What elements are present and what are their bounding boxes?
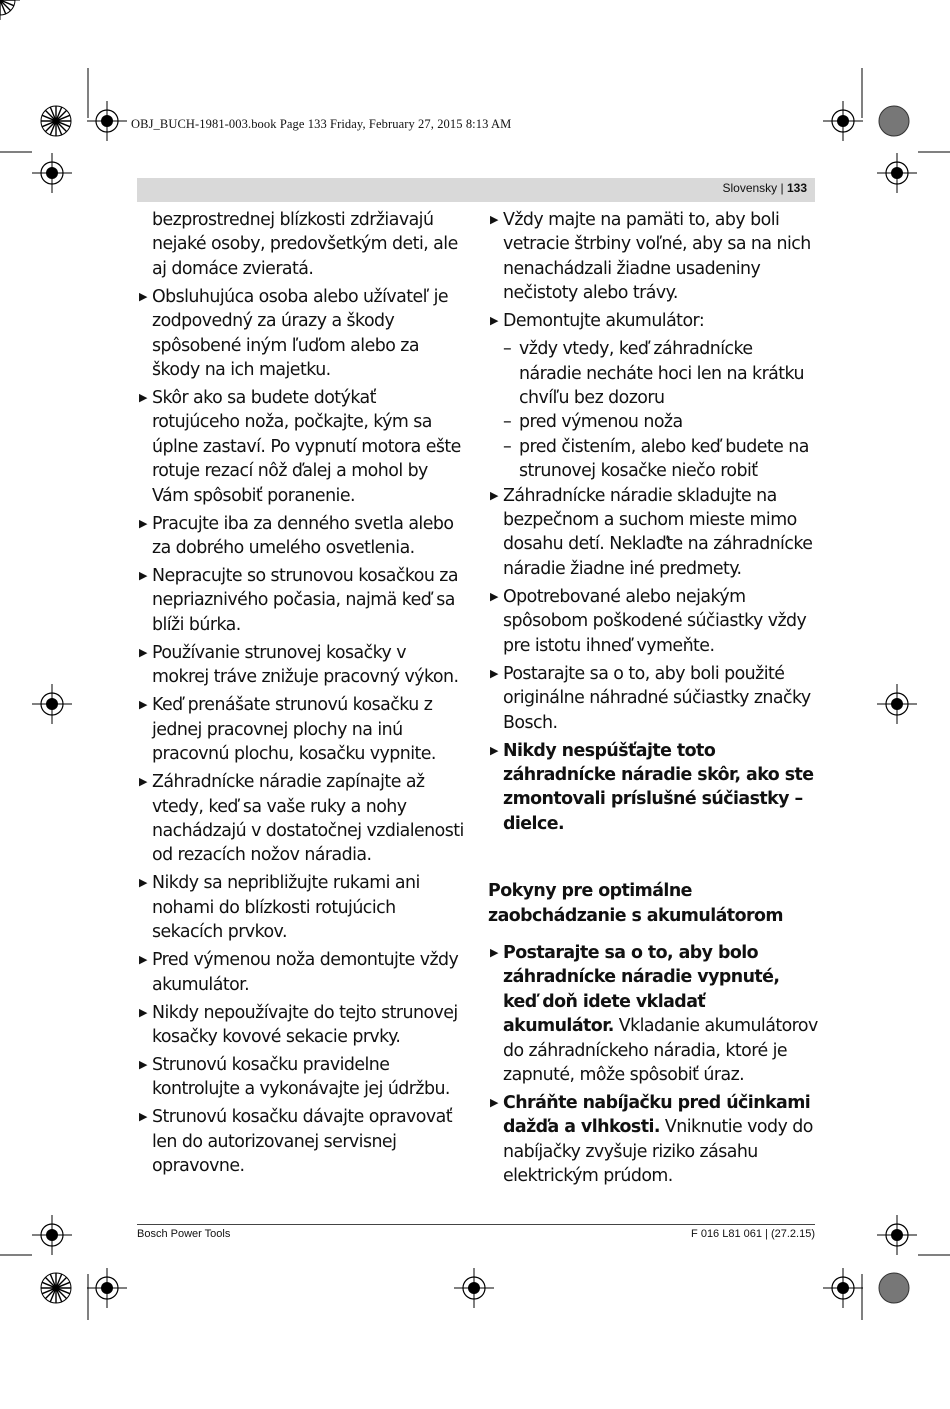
continued-text: [137, 208, 467, 281]
safety-bullet: [137, 948, 467, 997]
running-head: Slovensky | 133: [722, 181, 807, 195]
bullet-text: Skôr ako sa budete dotýkať rotujúceho noža, počkajte, kým sa úplne zastaví. Po vypnutí motora ešte rotuje rezací nôž ďalej a mohol by Vám spôsobiť poranenie.: [152, 388, 461, 506]
bullet-arrow-icon: ▶: [139, 698, 147, 712]
bullet-arrow-icon: ▶: [139, 953, 147, 967]
bullet-arrow-icon: ▶: [139, 516, 147, 530]
safety-bullet: [488, 484, 818, 582]
safety-bullet: [137, 1001, 467, 1050]
bullet-arrow-icon: ▶: [490, 743, 498, 757]
bullet-text: Vkladanie akumulátorov do záhradníckeho náradia, ktoré je zapnuté, môže spôsobiť úraz.: [503, 1016, 818, 1085]
dash-text: pred výmenou noža: [519, 412, 683, 433]
bullet-text: Demontujte akumulátor:: [503, 311, 705, 332]
bullet-arrow-icon: ▶: [139, 289, 147, 303]
bullet-text: Nikdy sa nepribližujte rukami ani nohami do blízkosti rotujúcich sekacích prvkov.: [152, 873, 420, 943]
bullet-arrow-icon: ▶: [139, 1005, 147, 1019]
safety-bullet: [488, 1091, 818, 1189]
page-number: 133: [786, 181, 807, 195]
book-file-header: OBJ_BUCH-1981-003.book Page 133 Friday, February 27, 2015 8:13 AM: [131, 117, 512, 131]
bullet-text: Postarajte sa o to, aby boli použité originálne náhradné súčiastky značky Bosch.: [503, 663, 811, 733]
bullet-arrow-icon: ▶: [490, 213, 498, 226]
bullet-arrow-icon: ▶: [490, 1095, 498, 1109]
bullet-arrow-icon: ▶: [490, 666, 498, 680]
safety-bullet: [488, 739, 818, 837]
bullet-arrow-icon: ▶: [139, 876, 147, 890]
dash-icon: –: [503, 339, 512, 360]
bullet-bold-text: Chráňte nabíjačku pred účinkami dažďa a vlhkosti.: [503, 1092, 811, 1138]
dash-icon: –: [503, 436, 512, 457]
safety-bullet: [137, 386, 467, 508]
running-head-band: [137, 178, 815, 202]
section-heading: Pokyny pre optimálne zaobchádzanie s akumulátorom: [488, 881, 783, 926]
safety-bullet: [137, 641, 467, 690]
safety-bullet: [488, 585, 818, 658]
dash-list-item: [488, 410, 818, 434]
bullet-arrow-icon: ▶: [490, 589, 498, 603]
bullet-text: Nepracujte so strunovou kosačkou za nepriaznivého počasia, najmä keď sa blíži búrka.: [152, 566, 458, 635]
bullet-arrow-icon: ▶: [139, 391, 147, 405]
bullet-text: Obsluhujúca osoba alebo užívateľ je zodpovedný za úrazy a škody spôsobené iným ľuďom alebo za škody na ich majetku.: [152, 286, 449, 381]
color-bar-star-icon: [0, 0, 15, 15]
bullet-arrow-icon: ▶: [139, 1110, 147, 1124]
bullet-text: Vždy majte na pamäti to, aby boli vetracie štrbiny voľné, aby sa na nich nenachádzali žiadne usadeniny nečistoty alebo trávy.: [503, 210, 811, 304]
bullet-text: Pracujte iba za denného svetla alebo za dobrého umelého osvetlenia.: [152, 513, 454, 559]
language-label: Slovensky: [722, 181, 778, 195]
safety-bullet: [488, 208, 818, 306]
bullet-text: Záhradnícke náradie skladujte na bezpečnom a suchom mieste mimo dosahu detí. Neklaďte na záhradnícke náradie žiadne iné predmety.: [503, 485, 813, 579]
bullet-text: Nikdy nepoužívajte do tejto strunovej kosačky kovové sekacie prvky.: [152, 1002, 458, 1047]
bullet-text: Opotrebované alebo nejakým spôsobom poškodené súčiastky vždy pre istotu ihneď vymeňte.: [503, 586, 807, 656]
bullet-arrow-icon: ▶: [139, 1057, 147, 1071]
bullet-bold-text: Postarajte sa o to, aby bolo záhradnícke náradie vypnuté, keď doň idete vkladať akumulátor.: [503, 942, 780, 1037]
bullet-text: Vniknutie vody do nabíjačky zvyšuje riziko zásahu elektrickým prúdom.: [503, 1117, 813, 1187]
safety-bullet: [137, 285, 467, 383]
bullet-arrow-icon: ▶: [490, 945, 498, 959]
bullet-arrow-icon: ▶: [139, 569, 147, 583]
dash-text: vždy vtedy, keď záhradnícke náradie necháte hoci len na krátku chvíľu bez dozoru: [519, 339, 805, 409]
bullet-text: Keď prenášate strunovú kosačku z jednej pracovnej plochy na inú pracovnú plochu, kosačku vypnite.: [152, 695, 436, 765]
bullet-text: Pred výmenou noža demontujte vždy akumulátor.: [152, 950, 459, 995]
bullet-text: Používanie strunovej kosačky v mokrej tráve znižuje pracovný výkon.: [152, 642, 459, 688]
safety-bullet: [488, 941, 818, 1087]
footer-brand: Bosch Power Tools: [137, 1228, 231, 1240]
bullet-text: bezprostrednej blízkosti zdržiavajú nejaké osoby, predovšetkým deti, ale aj domáce zvieratá.: [152, 210, 458, 279]
safety-bullet: [137, 693, 467, 766]
safety-bullet: [137, 1053, 467, 1102]
bullet-arrow-icon: ▶: [139, 775, 147, 789]
safety-bullet: [137, 512, 467, 561]
bullet-arrow-icon: ▶: [139, 645, 147, 659]
bullet-text: Záhradnícke náradie zapínajte až vtedy, keď sa vaše ruky a nohy nachádzajú v dostatočnej vzdialenosti od rezacích nožov náradia.: [152, 772, 464, 866]
left-column: [137, 208, 467, 1182]
footer-rule: [137, 1224, 815, 1225]
bullet-arrow-icon: ▶: [490, 488, 498, 502]
dash-list-item: [488, 435, 818, 484]
right-column: [488, 208, 818, 1192]
bullet-text: Strunovú kosačku dávajte opravovať len do autorizovanej servisnej opravovne.: [152, 1107, 452, 1177]
bullet-text: Strunovú kosačku pravidelne kontrolujte a vykonávajte jej údržbu.: [152, 1054, 450, 1100]
safety-bullet: [488, 309, 818, 333]
safety-bullet: [137, 564, 467, 637]
safety-bullet: [137, 871, 467, 944]
safety-bullet: [137, 770, 467, 868]
safety-bullet: [137, 1105, 467, 1178]
bullet-bold-text: Nikdy nespúšťajte toto záhradnícke náradie skôr, ako ste zmontovali príslušné súčiastky – dielce.: [503, 740, 814, 834]
dash-icon: –: [503, 412, 512, 433]
bullet-arrow-icon: ▶: [490, 314, 498, 328]
dash-text: pred čistením, alebo keď budete na strunovej kosačke niečo robiť: [519, 436, 809, 482]
footer-doc-id: F 016 L81 061 | (27.2.15): [691, 1228, 815, 1240]
safety-bullet: [488, 662, 818, 735]
dash-list-item: [488, 337, 818, 410]
